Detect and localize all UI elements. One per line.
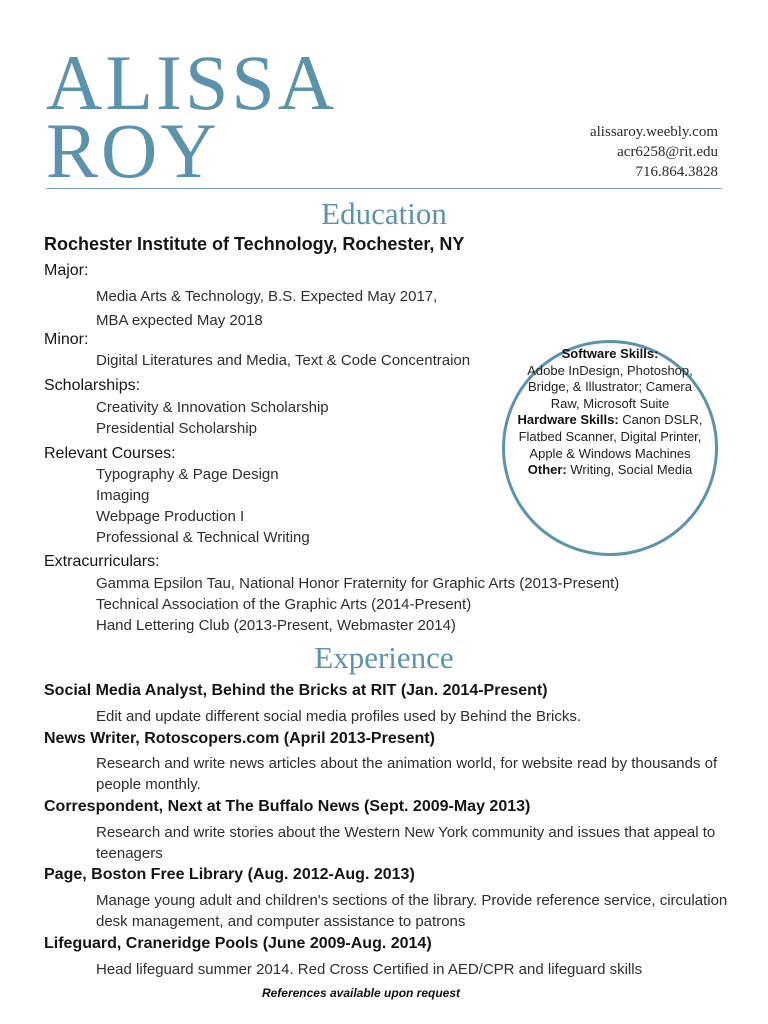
job-description: Research and write stories about the Western New York community and issues that appeal to teenagers (96, 824, 716, 862)
scholarships-label: Scholarships: (44, 377, 141, 394)
skills-text (512, 346, 708, 479)
header-divider (46, 188, 722, 189)
job-title: Page, Boston Free Library (Aug. 2012-Aug. 2013) (44, 866, 415, 883)
education-title: Education (321, 196, 447, 231)
hardware-skills-label: Hardware Skills: (517, 412, 619, 428)
major-item: Media Arts & Technology, B.S. Expected May 2017, (96, 288, 438, 305)
other-skills-label: Other: (527, 462, 567, 478)
contact-block (590, 122, 718, 182)
minor-item: Digital Literatures and Media, Text & Code Concentraion (96, 352, 471, 369)
contact-email[interactable]: acr6258@rit.edu (617, 144, 718, 160)
school-name: Rochester Institute of Technology, Rochester, NY (44, 234, 465, 254)
job-title: News Writer, Rotoscopers.com (April 2013-Present) (44, 730, 435, 747)
other-skills-text: Writing, Social Media (570, 462, 693, 478)
extracurricular-item: Technical Association of the Graphic Arts (2014-Present) (96, 596, 472, 613)
job-description: Head lifeguard summer 2014. Red Cross Certified in AED/CPR and lifeguard skills (96, 961, 643, 978)
job-description: Manage young adult and children's sections of the library. Provide reference service, circulation desk management, and computer assistance to patrons (96, 892, 728, 930)
course-item: Typography & Page Design (96, 466, 279, 483)
major-label: Major: (44, 262, 89, 279)
extracurricular-item: Hand Lettering Club (2013-Present, Webmaster 2014) (96, 617, 456, 634)
job-description: Research and write news articles about the animation world, for website read by thousands of people monthly. (96, 755, 718, 793)
job-description: Edit and update different social media profiles used by Behind the Bricks. (96, 708, 582, 725)
extracurriculars-label: Extracurriculars: (44, 553, 160, 570)
courses-label: Relevant Courses: (44, 445, 176, 462)
course-item: Webpage Production I (96, 508, 245, 525)
minor-label: Minor: (44, 331, 89, 348)
references-note: References available upon request (261, 986, 461, 1000)
job-title: Lifeguard, Craneridge Pools (June 2009-Aug. 2014) (44, 935, 432, 952)
course-item: Professional & Technical Writing (96, 529, 310, 546)
contact-phone: 716.864.3828 (635, 164, 718, 180)
scholarship-item: Creativity & Innovation Scholarship (96, 399, 329, 416)
job-title: Social Media Analyst, Behind the Bricks at RIT (Jan. 2014-Present) (44, 682, 548, 699)
scholarship-item: Presidential Scholarship (96, 420, 257, 437)
contact-website[interactable]: alissaroy.weebly.com (589, 124, 718, 140)
major-item: MBA expected May 2018 (96, 312, 263, 329)
software-skills-text: Adobe InDesign, Photoshop, Bridge, & Illustrator; Camera Raw, Microsoft Suite (527, 362, 693, 411)
job-title: Correspondent, Next at The Buffalo News (Sept. 2009-May 2013) (44, 798, 531, 815)
course-item: Imaging (96, 487, 150, 504)
software-skills-label: Software Skills: (561, 346, 659, 361)
extracurricular-item: Gamma Epsilon Tau, National Honor Fraternity for Graphic Arts (2013-Present) (96, 575, 620, 592)
hardware-skills-text: Canon DSLR, Flatbed Scanner, Digital Printer, Apple & Windows Machines (518, 412, 703, 461)
experience-title: Experience (314, 640, 454, 675)
name-first: ALISSA (46, 39, 338, 126)
name-last: ROY (46, 107, 220, 194)
